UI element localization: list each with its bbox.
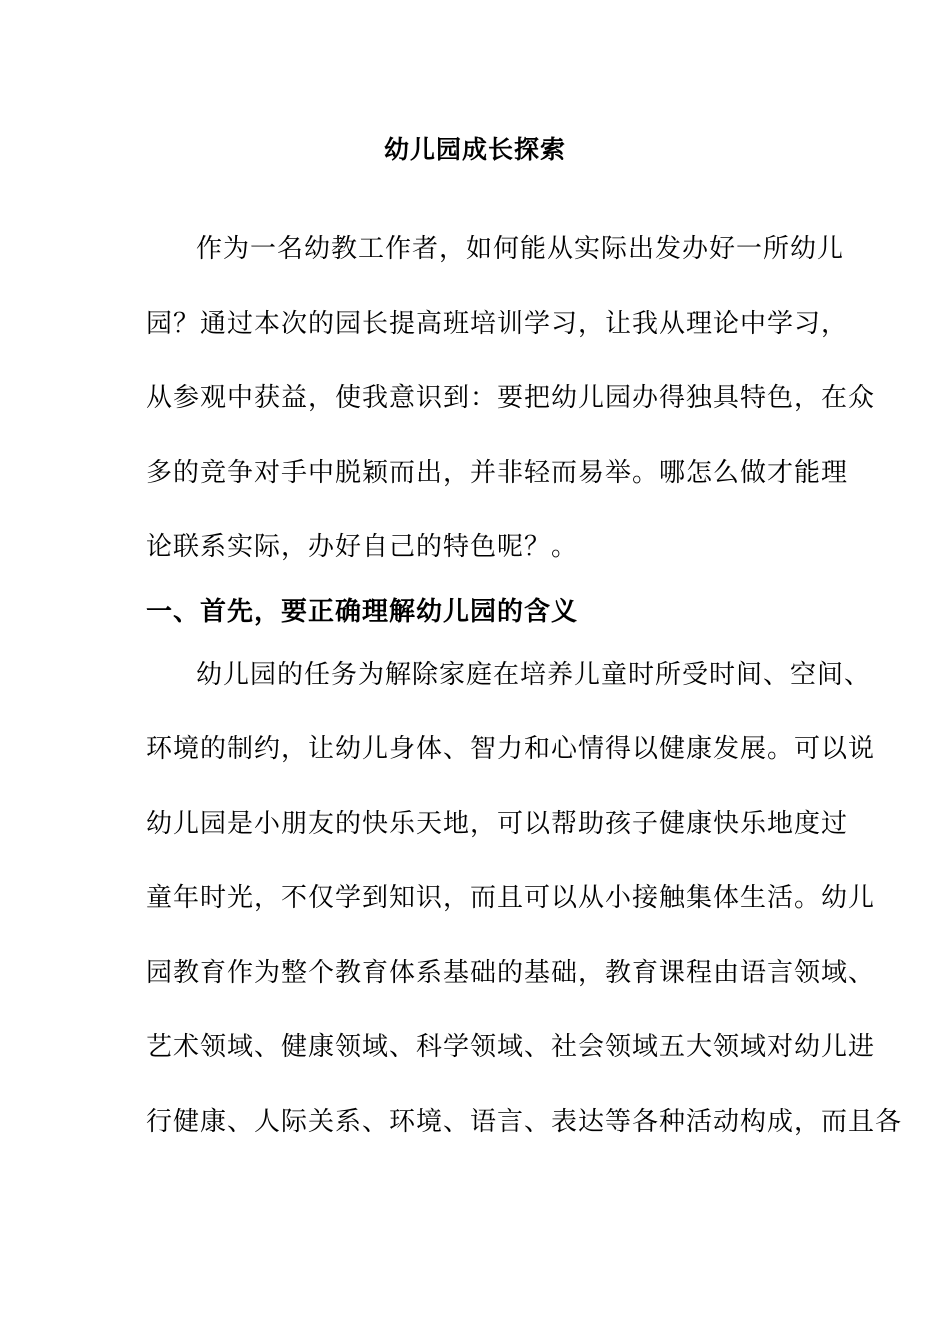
paragraph-2-line-1: 幼儿园的任务为解除家庭在培养儿童时所受时间、空间、: [196, 660, 872, 690]
paragraph-2-line-6: 艺术领域、健康领域、科学领域、社会领域五大领域对幼儿进: [146, 1032, 876, 1062]
paragraph-2-line-5: 园教育作为整个教育体系基础的基础，教育课程由语言领域、: [146, 958, 876, 988]
paragraph-2-line-3: 幼儿园是小朋友的快乐天地，可以帮助孩子健康快乐地度过: [146, 809, 849, 839]
paragraph-1-line-1: 作为一名幼教工作者，如何能从实际出发办好一所幼儿: [196, 234, 845, 264]
paragraph-1-line-3: 从参观中获益，使我意识到：要把幼儿园办得独具特色，在众: [146, 383, 876, 413]
paragraph-1-line-5: 论联系实际，办好自己的特色呢？。: [146, 532, 579, 562]
paragraph-1-line-4: 多的竞争对手中脱颖而出，并非轻而易举。哪怎么做才能理: [146, 458, 849, 488]
section-heading-1: 一、首先，要正确理解幼儿园的含义: [146, 597, 579, 627]
paragraph-2-line-7: 行健康、人际关系、环境、语言、表达等各种活动构成，而且各: [146, 1107, 903, 1137]
paragraph-2-line-4: 童年时光，不仅学到知识，而且可以从小接触集体生活。幼儿: [146, 883, 876, 913]
paragraph-1-line-2: 园？通过本次的园长提高班培训学习，让我从理论中学习，: [146, 309, 849, 339]
paragraph-2-line-2: 环境的制约，让幼儿身体、智力和心情得以健康发展。可以说: [146, 734, 876, 764]
document-title: 幼儿园成长探索: [383, 135, 566, 164]
